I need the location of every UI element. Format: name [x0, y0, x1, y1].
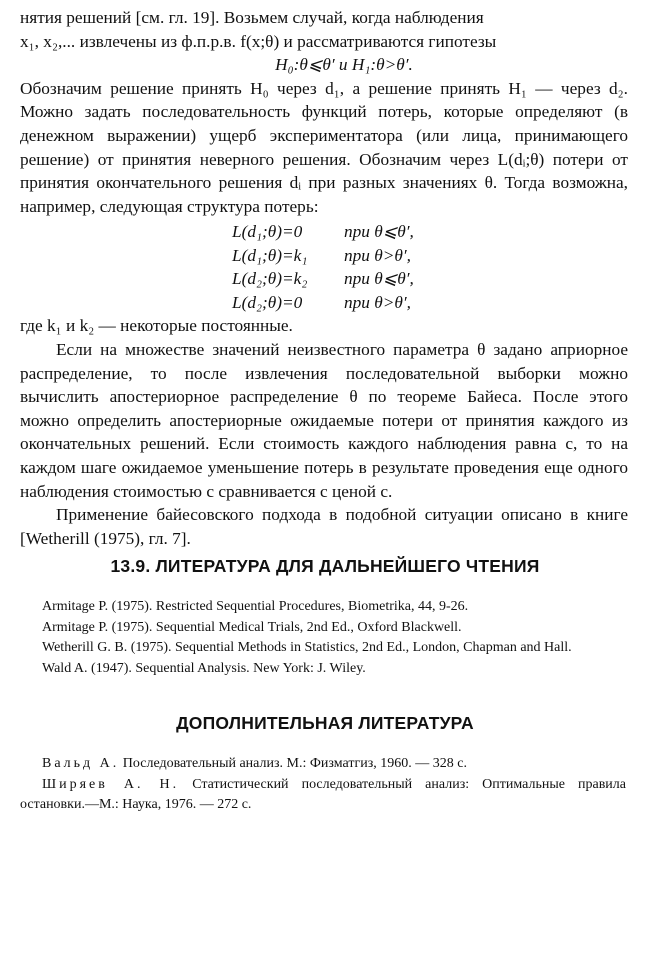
reference-item: Armitage P. (1975). Restricted Sequential Procedures, Biometrika, 44, 9-26.: [42, 599, 469, 614]
loss-expression: L(d₂;θ)=k₂: [232, 269, 308, 289]
loss-expression: L(d₂;θ)=0: [232, 292, 303, 312]
main-text: [20, 6, 628, 550]
reference-item: Wald A. (1947). Sequential Analysis. New York: J. Wiley.: [42, 660, 366, 676]
reference-item: Armitage P. (1975). Sequential Medical Trials, 2nd Ed., Oxford Blackwell.: [42, 619, 462, 635]
loss-expression: L(d₁;θ)=k₁: [232, 245, 308, 265]
reference-details: Последовательный анализ. М.: Физматгиз, 1960. — 328 с.: [122, 756, 467, 771]
hypotheses-formula: H₀:θ⩽θ′ и H₁:θ>θ′.: [275, 55, 413, 75]
loss-condition: при θ⩽θ′,: [344, 222, 414, 242]
paragraph-5: Применение байесовского подхода в подобной ситуации описано в книге [Wetherill (1975), гл. 7].: [20, 505, 628, 548]
loss-row: [232, 291, 628, 315]
further-reading-list: [20, 597, 626, 679]
reference-author: Вальд А.: [42, 756, 120, 771]
reference-author: Ширяев А. Н.: [42, 776, 180, 792]
paragraph-2: Обозначим решение принять H₀ через d₁, а решение принять H₁ — через d₂. Можно задать последовательность функций потерь, которые определяют (в денежном выражении) ущерб экспериментатора (или лица, принимающего решение) от принятия неверного решения. Обозначим через L(dᵢ;θ) потери от принятия окончательного решения dᵢ при разных значениях θ. Тогда возможна, например, следующая структура потерь:: [20, 78, 628, 216]
loss-row: [232, 267, 628, 291]
paragraph-1-line-2: x₁, x₂,... извлечены из ф.п.р.в. f(x;θ) и рассматриваются гипотезы: [20, 31, 497, 51]
section-title: 13.9. ЛИТЕРАТУРА ДЛЯ ДАЛЬНЕЙШЕГО ЧТЕНИЯ: [110, 556, 540, 576]
extra-literature-title: ДОПОЛНИТЕЛЬНАЯ ЛИТЕРАТУРА: [176, 713, 474, 733]
extra-literature-list: [20, 754, 626, 816]
loss-structure: [232, 220, 628, 314]
reference-details: Статистический последовательный анализ: Оптимальные правила остановки.—М.: Наука, 1976. — 272 с.: [20, 776, 626, 813]
reference-item: Wetherill G. B. (1975). Sequential Methods in Statistics, 2nd Ed., London, Chapman and Hall.: [42, 640, 572, 656]
loss-row: [232, 244, 628, 268]
paragraph-3: где k₁ и k₂ — некоторые постоянные.: [20, 316, 293, 336]
loss-condition: при θ>θ′,: [344, 245, 411, 265]
loss-condition: при θ>θ′,: [344, 292, 411, 312]
reference-item: [20, 775, 626, 816]
reference-item: [20, 754, 626, 775]
paragraph-1-line-1: нятия решений [см. гл. 19]. Возьмем случай, когда наблюдения: [20, 8, 484, 27]
loss-condition: при θ⩽θ′,: [344, 269, 414, 289]
paragraph-4: Если на множестве значений неизвестного параметра θ задано априорное распределение, то после извлечения последовательной выборки можно вычислить апостериорное распределение θ по теореме Байеса. После этого можно определить апостериорные ожидаемые потери от принятия каждого из окончательных решений. Если стоимость каждого наблюдения равна c, то на каждом шаге ожидаемое уменьшение потерь в результате проведения еще одного наблюдения стоимостью c сравнивается с ценой c.: [20, 339, 628, 501]
loss-expression: L(d₁;θ)=0: [232, 222, 303, 242]
loss-row: [232, 220, 628, 244]
